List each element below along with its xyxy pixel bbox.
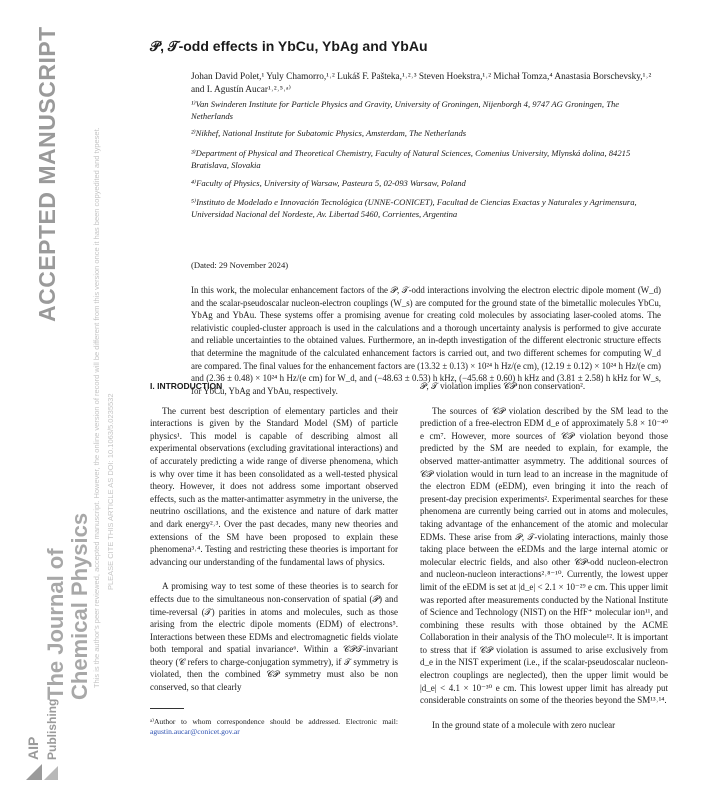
left-column <box>150 380 398 737</box>
svg-text:Publishing: Publishing <box>45 698 59 760</box>
affiliation-1: ¹⁾Van Swinderen Institute for Particle Physics and Gravity, University of Groningen, Nijenborgh 4, 9747 AG Groningen, The Netherlands <box>191 99 620 121</box>
author-list: Johan David Polet,¹ Yuly Chamorro,¹˒² Lukáš F. Pašteka,¹˒²˒³ Steven Hoekstra,¹˒² Michał Tomza,⁴ Anastasia Borschevsky,¹˒² and I. Agustín Aucar¹˒²˒⁵˒ᵃ⁾ <box>191 72 652 95</box>
manuscript-disclaimer: This is the author's peer reviewed, accepted manuscript. However, the online version of record will be different from this version once it has been copyedited and typeset. <box>92 127 101 688</box>
footnote-text: ᵃ⁾Author to whom correspondence should be addressed. Electronic mail: <box>150 716 398 726</box>
right-paragraph-sources: The sources of 𝒞𝒫 violation described by the SM lead to the prediction of a free-electron EDM d_e of approximately 5.8 × 10⁻⁴⁰ e cm⁷. However, more sources of 𝒞𝒫 violation beyond those predicted by the SM are needed to explain, for example, the observed matter-antimatter asymmetry. The additional sources of 𝒞𝒫 violation would in turn lead to an increase in the magnitude of the electron EDM (eEDM), even bringing it into the reach of present-day precision experiments². Experimental searches for these phenomena are currently being carried out in atoms and molecules, taking advantage of the enhancement of the atomic and molecular EDMs. These arise from 𝒫, 𝒯-violating interactions, mainly those taking place between the eEDMs and the large internal atomic or molecular electric fields, and also other 𝒞𝒫-odd nucleon-electron and nucleon-nucleon interactions²˒⁸⁻¹⁰. Currently, the lowest upper limit of the eEDM is set at |d_e| < 2.1 × 10⁻²⁹ e cm. This upper limit was reported after measurements conducted by the National Institute of Science and Technology (NIST) on the HfF⁺ molecular ion¹¹, and combining these results with those obtained by the ACME Collaboration in their analysis of the ThO molecule¹². It is important to stress that if 𝒞𝒫 violation is assumed to arise exclusively from d_e in the NIST experiment (i.e., if the scalar-pseudoscalar nucleon-electron couplings are neglected), then the upper limit would be |d_e| < 4.1 × 10⁻³⁰ e cm. This lowest upper limit has already put considerable constraints on some of the theories beyond the SM¹³˒¹⁴. <box>420 405 668 706</box>
right-column <box>420 380 668 731</box>
paper-title: 𝒫, 𝒯-odd effects in YbCu, YbAg and YbAu <box>150 38 428 54</box>
affiliation-3: ³⁾Department of Physical and Theoretical Chemistry, Faculty of Natural Sciences, Comenius University, Mlynská dolina, 84215 Bratislava, Slovakia <box>191 148 631 170</box>
footnote-divider <box>150 708 184 709</box>
right-paragraph-continuation: 𝒫, 𝒯 violation implies 𝒞𝒫 non conservation². <box>420 381 586 391</box>
intro-paragraph-2: A promising way to test some of these theories is to search for effects due to the simultaneous non-conservation of spatial (𝒫) and time-reversal (𝒯) parities in atoms and molecules, such as those arising from the electric dipole moments (EDM) of electrons⁵. Interactions between these EDMs and electromagnetic fields violate both temporal and spatial invariance⁶. Within a 𝒞𝒫𝒯-invariant theory (𝒞 refers to charge-conjugation symmetry), if 𝒯 symmetry is violated, then the combined 𝒞𝒫 symmetry must also be non conserved, so that clearly <box>150 581 398 693</box>
corresponding-author-footnote <box>150 717 398 738</box>
accepted-manuscript-banner: ACCEPTED MANUSCRIPT <box>34 26 60 322</box>
journal-name-line-1: The Journal of <box>43 548 68 700</box>
abstract: In this work, the molecular enhancement factors of the 𝒫, 𝒯-odd interactions involving the electron electric dipole moment (W_d) and the scalar-pseudoscalar nucleon-electron couplings (W_s) are computed for the ground state of the bimetallic molecules YbCu, YbAg and YbAu. These systems offer a promising avenue for creating cold molecules by associating laser-cooled atoms. The relativistic coupled-cluster approach is used in the calculations and a thorough uncertainty analysis is performed to give accurate and reliable uncertainties to the obtained values. Furthermore, an in-depth investigation of the different electronic structure effects that determine the magnitude of the calculated enhancement factors is carried out, and two different schemes for computing W_d are compared. The final values for the enhancement factors are (13.32 ± 0.13) × 10²⁴ h Hz/(e cm), (12.19 ± 0.12) × 10²⁴ h Hz/(e cm) and (2.36 ± 0.48) × 10²⁴ h Hz/(e cm) for W_d, and (−48.63 ± 0.53) h kHz, (−45.68 ± 0.60) h kHz and (3.81 ± 2.58) h kHz for W_s, for YbCu, YbAg and YbAu, respectively. <box>191 285 661 396</box>
affiliation-2: ²⁾Nikhef, National Institute for Subatomic Physics, Amsterdam, The Netherlands <box>191 128 467 138</box>
section-heading-introduction: I. INTRODUCTION <box>150 381 223 391</box>
doi-citation-notice: PLEASE CITE THIS ARTICLE AS DOI: 10.1063/5.0235532 <box>106 393 115 590</box>
journal-name-line-2: Chemical Physics <box>67 512 92 700</box>
dated-line: (Dated: 29 November 2024) <box>191 260 289 270</box>
affiliation-4: ⁴⁾Faculty of Physics, University of Warsaw, Pasteura 5, 02-093 Warsaw, Poland <box>191 178 466 188</box>
intro-paragraph-1: The current best description of elementary particles and their interactions is given by the Standard Model (SM) of particle physics¹. This model is capable of describing almost all experimental observations (excluding gravitational interactions) and of accurately predicting a wide range of diverse phenomena, which is why over time it has been consolidated as a well-tested physical theory. However, it does not address some important observed effects, such as the matter-antimatter asymmetry in the universe, the neutrino oscillations, and the existence and nature of dark matter and dark energy²˒³. Over the past decades, many new theories and extensions of the SM have been proposed to explain these phenomena³˒⁴. Testing and restricting these theories is important for advancing our understanding of the fundamental laws of physics. <box>150 405 398 567</box>
svg-text:AIP: AIP <box>25 736 41 760</box>
right-paragraph-ground-state: In the ground state of a molecule with zero nuclear <box>432 719 616 730</box>
corresponding-email-link[interactable]: agustin.aucar@conicet.gov.ar <box>150 727 240 737</box>
affiliation-5: ⁵⁾Instituto de Modelado e Innovación Tecnológica (UNNE-CONICET), Facultad de Ciencias Exactas y Naturales y Agrimensura, Universidad Nacional del Nordeste, Av. Libertad 5460, Corrientes, Argentina <box>191 197 637 219</box>
journal-name <box>44 513 92 700</box>
aip-publishing-logo <box>22 676 62 786</box>
